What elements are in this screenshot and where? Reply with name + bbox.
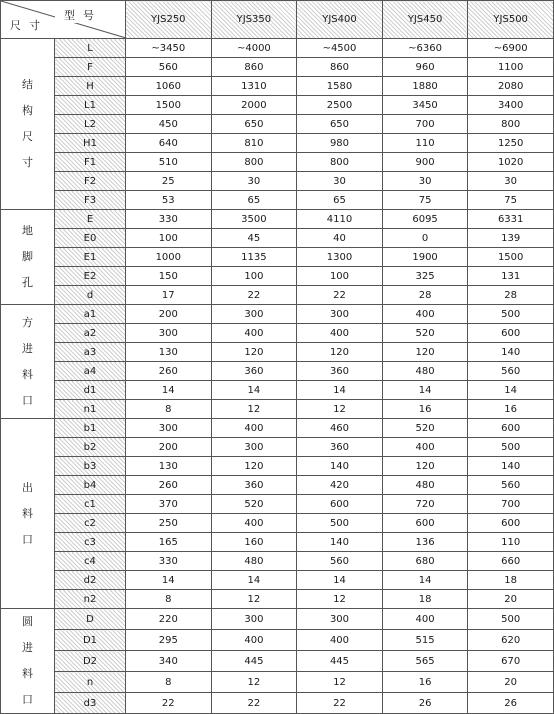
value-cell: 22 [297,693,383,714]
value-cell: 860 [297,58,383,77]
parameter-cell: c1 [55,495,126,514]
table-row [1,134,554,153]
value-cell: 14 [297,571,383,590]
value-cell: ~6360 [382,39,468,58]
parameter-cell: a1 [55,305,126,324]
value-cell: 300 [211,305,297,324]
value-cell: 14 [297,381,383,400]
group-label-char: 脚 [22,250,33,263]
value-cell: 420 [297,476,383,495]
value-cell: 22 [126,693,212,714]
value-cell: 400 [211,324,297,343]
parameter-cell: D2 [55,651,126,672]
parameter-cell: d3 [55,693,126,714]
value-cell: 1135 [211,248,297,267]
value-cell: 500 [468,438,554,457]
table-row [1,438,554,457]
value-cell: 460 [297,419,383,438]
value-cell: 6331 [468,210,554,229]
value-cell: 75 [382,191,468,210]
parameter-cell: c4 [55,552,126,571]
value-cell: 300 [297,305,383,324]
value-cell: 250 [126,514,212,533]
value-cell: 2000 [211,96,297,115]
table-row [1,400,554,419]
table-row [1,630,554,651]
value-cell: 12 [211,590,297,609]
value-cell: 300 [211,438,297,457]
table-body [1,39,554,714]
value-cell: 75 [468,191,554,210]
parameter-cell: n [55,672,126,693]
group-label-char: 料 [22,506,33,520]
value-cell: 0 [382,229,468,248]
table-row [1,651,554,672]
parameter-cell: L1 [55,96,126,115]
parameter-cell: E [55,210,126,229]
value-cell: 2080 [468,77,554,96]
value-cell: 560 [126,58,212,77]
value-cell: 30 [211,172,297,191]
value-cell: 670 [468,651,554,672]
value-cell: 330 [126,210,212,229]
value-cell: 360 [211,362,297,381]
value-cell: 200 [126,438,212,457]
value-cell: 1000 [126,248,212,267]
model-header-cell: YJS400 [297,1,383,39]
value-cell: 860 [211,58,297,77]
table-row [1,248,554,267]
table-row [1,514,554,533]
value-cell: 520 [382,324,468,343]
value-cell: 360 [297,438,383,457]
value-cell: 140 [468,343,554,362]
table-row [1,693,554,714]
parameter-cell: F [55,58,126,77]
value-cell: 14 [126,381,212,400]
table-row [1,77,554,96]
value-cell: 4110 [297,210,383,229]
value-cell: 2500 [297,96,383,115]
value-cell: 450 [126,115,212,134]
value-cell: 680 [382,552,468,571]
table-row [1,286,554,305]
value-cell: 360 [211,476,297,495]
value-cell: 45 [211,229,297,248]
group-label-char: 进 [22,641,33,654]
value-cell: 260 [126,476,212,495]
table-row [1,324,554,343]
parameter-cell: F1 [55,153,126,172]
table-row [1,419,554,438]
value-cell: 1500 [126,96,212,115]
value-cell: 480 [211,552,297,571]
parameter-cell: E1 [55,248,126,267]
value-cell: 400 [211,630,297,651]
value-cell: 1310 [211,77,297,96]
value-cell: 65 [211,191,297,210]
value-cell: 640 [126,134,212,153]
parameter-cell: D [55,609,126,630]
value-cell: 30 [297,172,383,191]
table-row [1,96,554,115]
value-cell: 800 [468,115,554,134]
value-cell: 650 [211,115,297,134]
parameter-cell: n1 [55,400,126,419]
value-cell: 20 [468,590,554,609]
value-cell: 480 [382,362,468,381]
group-label-char: 构 [22,104,33,117]
group-label-char: 结 [22,78,33,91]
value-cell: 800 [211,153,297,172]
value-cell: 65 [297,191,383,210]
group-label-cell [1,305,55,419]
table-row [1,495,554,514]
model-header-cell: YJS500 [468,1,554,39]
value-cell: 650 [297,115,383,134]
value-cell: 515 [382,630,468,651]
value-cell: ~6900 [468,39,554,58]
value-cell: 400 [382,609,468,630]
group-label-cell [1,609,55,714]
value-cell: 131 [468,267,554,286]
value-cell: 720 [382,495,468,514]
value-cell: 120 [211,343,297,362]
value-cell: 14 [126,571,212,590]
value-cell: 300 [211,609,297,630]
value-cell: 14 [382,381,468,400]
parameter-cell: H1 [55,134,126,153]
table-row [1,552,554,571]
table-row [1,672,554,693]
value-cell: 110 [382,134,468,153]
table-row [1,267,554,286]
value-cell: 140 [468,457,554,476]
table-row [1,39,554,58]
value-cell: 980 [297,134,383,153]
group-label-cell [1,419,55,609]
value-cell: 700 [382,115,468,134]
corner-header-cell [1,1,126,39]
value-cell: 400 [382,305,468,324]
table-row [1,305,554,324]
table-row [1,381,554,400]
value-cell: 53 [126,191,212,210]
table-row [1,58,554,77]
parameter-cell: L [55,39,126,58]
value-cell: 1020 [468,153,554,172]
value-cell: 960 [382,58,468,77]
value-cell: 1500 [468,248,554,267]
value-cell: 18 [382,590,468,609]
value-cell: 1100 [468,58,554,77]
value-cell: 120 [382,343,468,362]
value-cell: 600 [468,419,554,438]
parameter-cell: D1 [55,630,126,651]
value-cell: 20 [468,672,554,693]
value-cell: 139 [468,229,554,248]
group-label-char: 进 [22,341,33,355]
value-cell: 900 [382,153,468,172]
value-cell: 800 [297,153,383,172]
table-row [1,191,554,210]
table-row [1,115,554,134]
value-cell: 16 [382,400,468,419]
header-row [1,1,554,39]
value-cell: 1250 [468,134,554,153]
value-cell: 510 [126,153,212,172]
value-cell: 16 [468,400,554,419]
model-header-cell: YJS250 [126,1,212,39]
value-cell: 520 [211,495,297,514]
value-cell: 370 [126,495,212,514]
value-cell: 16 [382,672,468,693]
value-cell: 14 [382,571,468,590]
value-cell: 140 [297,457,383,476]
value-cell: 6095 [382,210,468,229]
value-cell: 330 [126,552,212,571]
value-cell: 100 [126,229,212,248]
table-row [1,172,554,191]
value-cell: 18 [468,571,554,590]
table-row [1,343,554,362]
value-cell: 3500 [211,210,297,229]
value-cell: 136 [382,533,468,552]
value-cell: 130 [126,457,212,476]
value-cell: 445 [211,651,297,672]
value-cell: 120 [382,457,468,476]
value-cell: 520 [382,419,468,438]
value-cell: 360 [297,362,383,381]
model-header-cell: YJS450 [382,1,468,39]
group-label-char: 口 [22,532,33,546]
group-label-char: 料 [22,667,33,680]
group-label-char: 孔 [22,276,33,289]
value-cell: 565 [382,651,468,672]
value-cell: 260 [126,362,212,381]
value-cell: 12 [297,590,383,609]
value-cell: 3400 [468,96,554,115]
value-cell: 26 [468,693,554,714]
parameter-cell: b1 [55,419,126,438]
value-cell: 100 [297,267,383,286]
table-row [1,229,554,248]
value-cell: 1060 [126,77,212,96]
table-row [1,457,554,476]
table-row [1,590,554,609]
value-cell: 480 [382,476,468,495]
value-cell: 28 [382,286,468,305]
value-cell: 400 [382,438,468,457]
group-label-cell [1,39,55,210]
table-row [1,609,554,630]
value-cell: 300 [126,324,212,343]
value-cell: 500 [468,305,554,324]
value-cell: 400 [211,514,297,533]
value-cell: 1580 [297,77,383,96]
group-label-char: 料 [22,367,33,381]
corner-model-label: 型号 [55,7,103,23]
value-cell: 22 [297,286,383,305]
value-cell: 600 [468,324,554,343]
value-cell: 3450 [382,96,468,115]
value-cell: 12 [297,672,383,693]
parameter-cell: E2 [55,267,126,286]
value-cell: 400 [297,324,383,343]
value-cell: 500 [468,609,554,630]
table-row [1,210,554,229]
value-cell: 660 [468,552,554,571]
table-row [1,362,554,381]
parameter-cell: H [55,77,126,96]
value-cell: 8 [126,400,212,419]
value-cell: 150 [126,267,212,286]
value-cell: 22 [211,286,297,305]
value-cell: 200 [126,305,212,324]
value-cell: 28 [468,286,554,305]
table-row [1,153,554,172]
model-header-cell: YJS350 [211,1,297,39]
parameter-cell: L2 [55,115,126,134]
table-row [1,476,554,495]
value-cell: 8 [126,672,212,693]
parameter-cell: b2 [55,438,126,457]
value-cell: 120 [211,457,297,476]
value-cell: 620 [468,630,554,651]
parameter-cell: F3 [55,191,126,210]
group-label-char: 出 [22,480,33,494]
value-cell: 700 [468,495,554,514]
value-cell: 30 [468,172,554,191]
value-cell: 300 [126,419,212,438]
parameter-cell: a3 [55,343,126,362]
value-cell: 500 [297,514,383,533]
group-label-char: 圆 [22,615,33,628]
group-label-cell [1,210,55,305]
value-cell: 810 [211,134,297,153]
value-cell: 12 [211,672,297,693]
value-cell: 295 [126,630,212,651]
value-cell: 100 [211,267,297,286]
group-label-char: 尺 [22,130,33,143]
value-cell: 1880 [382,77,468,96]
parameter-cell: b3 [55,457,126,476]
group-label-char: 口 [22,693,33,706]
value-cell: 560 [468,362,554,381]
parameter-cell: d2 [55,571,126,590]
table-row [1,533,554,552]
parameter-cell: c2 [55,514,126,533]
value-cell: 140 [297,533,383,552]
value-cell: 40 [297,229,383,248]
value-cell: 14 [211,571,297,590]
value-cell: 340 [126,651,212,672]
parameter-cell: d [55,286,126,305]
value-cell: 325 [382,267,468,286]
value-cell: 120 [297,343,383,362]
table-row [1,571,554,590]
value-cell: ~4500 [297,39,383,58]
value-cell: 400 [211,419,297,438]
parameter-cell: n2 [55,590,126,609]
value-cell: 30 [382,172,468,191]
value-cell: 1900 [382,248,468,267]
value-cell: 12 [211,400,297,419]
value-cell: 17 [126,286,212,305]
value-cell: 560 [468,476,554,495]
value-cell: 1300 [297,248,383,267]
value-cell: 220 [126,609,212,630]
value-cell: 130 [126,343,212,362]
value-cell: ~4000 [211,39,297,58]
value-cell: 8 [126,590,212,609]
value-cell: 110 [468,533,554,552]
parameter-cell: a2 [55,324,126,343]
value-cell: 600 [382,514,468,533]
parameter-cell: d1 [55,381,126,400]
corner-dimension-label: 尺寸 [10,19,48,32]
value-cell: 22 [211,693,297,714]
parameter-cell: a4 [55,362,126,381]
value-cell: 600 [297,495,383,514]
value-cell: 14 [468,381,554,400]
parameter-cell: c3 [55,533,126,552]
value-cell: 25 [126,172,212,191]
group-label-char: 口 [22,393,33,407]
group-label-char: 寸 [22,156,33,169]
value-cell: ~3450 [126,39,212,58]
value-cell: 165 [126,533,212,552]
parameter-cell: b4 [55,476,126,495]
value-cell: 14 [211,381,297,400]
value-cell: 400 [297,630,383,651]
group-label-char: 方 [22,315,33,329]
value-cell: 445 [297,651,383,672]
group-label-char: 地 [22,224,33,237]
value-cell: 600 [468,514,554,533]
value-cell: 26 [382,693,468,714]
parameter-cell: F2 [55,172,126,191]
value-cell: 160 [211,533,297,552]
parameter-cell: E0 [55,229,126,248]
value-cell: 12 [297,400,383,419]
value-cell: 560 [297,552,383,571]
value-cell: 300 [297,609,383,630]
